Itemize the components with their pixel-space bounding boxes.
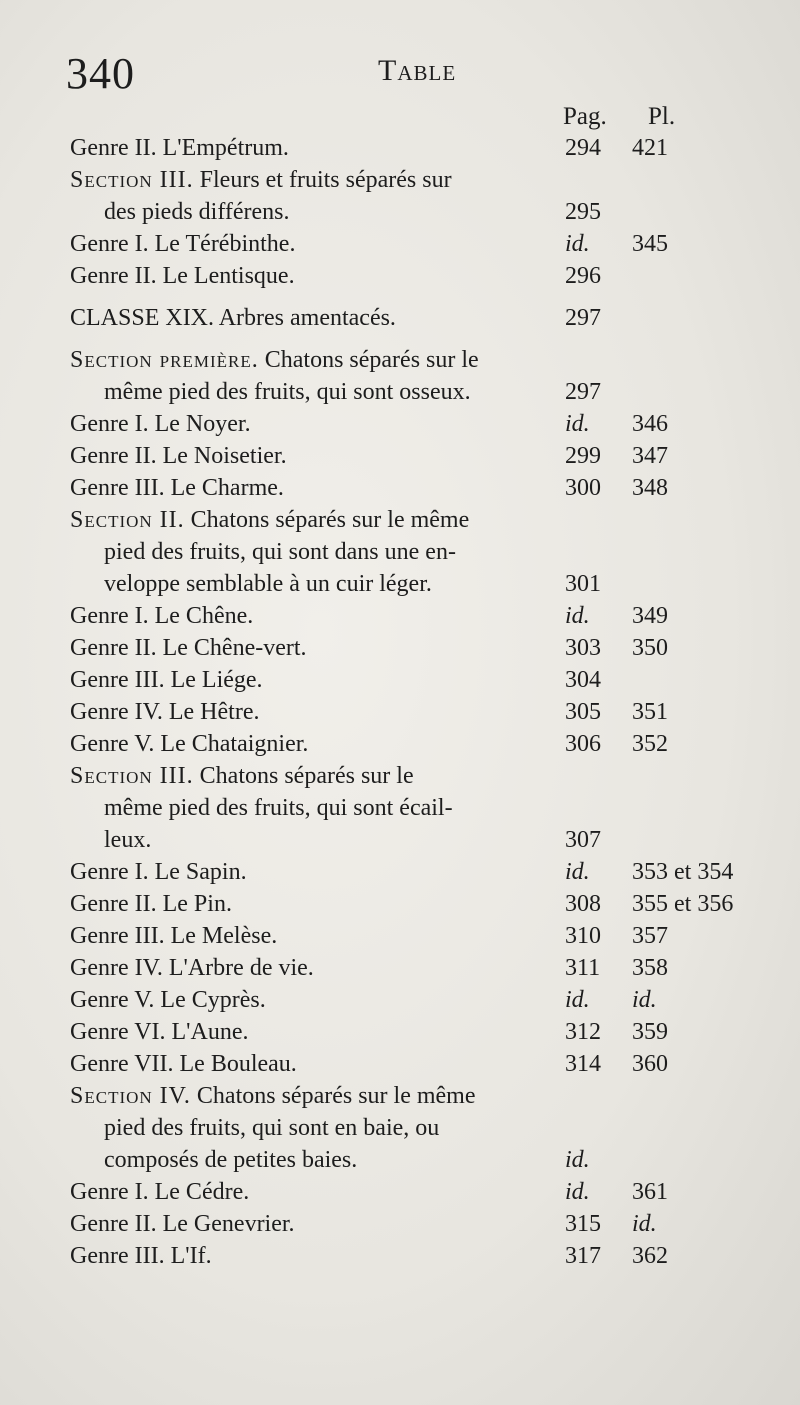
toc-entry-line	[70, 228, 760, 260]
toc-entry	[70, 856, 760, 888]
toc-entry-label: Genre V. Le Cyprès.	[70, 987, 266, 1013]
toc-entry-label	[70, 347, 479, 373]
toc-entry-label: Genre I. Le Sapin.	[70, 859, 247, 885]
toc-entry-line	[70, 164, 760, 196]
toc-entry-label: Genre I. Le Chêne.	[70, 603, 254, 629]
plate-ref: id.	[632, 987, 657, 1013]
page-ref: id.	[565, 1147, 590, 1173]
toc-entry	[70, 344, 760, 408]
plate-ref: 362	[632, 1243, 668, 1269]
toc-entry	[70, 302, 760, 334]
page-ref: id.	[565, 1179, 590, 1205]
toc-entry-line	[70, 600, 760, 632]
toc-entry	[70, 1240, 760, 1272]
plate-ref: id.	[632, 1211, 657, 1237]
toc-entry	[70, 600, 760, 632]
toc-entry-line	[70, 920, 760, 952]
toc-entry-label: Genre II. Le Chêne-vert.	[70, 635, 307, 661]
toc-entry-line	[70, 1080, 760, 1112]
toc-entry-label: Genre IV. L'Arbre de vie.	[70, 955, 314, 981]
plate-ref: 348	[632, 475, 668, 501]
section-heading-text: Chatons séparés sur le même	[184, 507, 470, 533]
toc-entry-label	[70, 763, 414, 789]
toc-entry	[70, 984, 760, 1016]
plate-ref: 357	[632, 923, 668, 949]
toc-entry-label: Genre II. L'Empétrum.	[70, 135, 289, 161]
toc-entry	[70, 632, 760, 664]
toc-entry-continuation	[70, 824, 760, 856]
page-number: 340	[66, 49, 135, 98]
toc-entry-line	[70, 856, 760, 888]
toc-entry-line	[70, 260, 760, 292]
page-ref: id.	[565, 987, 590, 1013]
toc-entry-continuation	[70, 196, 760, 228]
page-ref: 306	[565, 731, 601, 757]
page-ref: 301	[565, 571, 601, 597]
toc-entry	[70, 472, 760, 504]
section-heading-word: Section II.	[70, 507, 185, 533]
plate-ref: 352	[632, 731, 668, 757]
toc-entry-continuation	[70, 568, 760, 600]
page-ref: 312	[565, 1019, 601, 1045]
toc-entry-label: Genre III. Le Melèse.	[70, 923, 278, 949]
table-of-contents	[70, 132, 760, 1272]
page-ref: 304	[565, 667, 601, 693]
section-heading-text: Chatons séparés sur le	[258, 347, 479, 373]
plate-ref: 360	[632, 1051, 668, 1077]
toc-entry	[70, 1208, 760, 1240]
toc-entry-line	[70, 1240, 760, 1272]
toc-entry-line	[70, 504, 760, 536]
toc-entry-line	[70, 408, 760, 440]
toc-entry-label: Genre I. Le Noyer.	[70, 411, 251, 437]
plate-ref: 351	[632, 699, 668, 725]
toc-entry-line	[70, 952, 760, 984]
toc-entry	[70, 888, 760, 920]
toc-entry-line	[70, 888, 760, 920]
toc-entry-label-continued: veloppe semblable à un cuir léger.	[104, 571, 432, 597]
section-heading-word: Section III.	[70, 763, 194, 789]
section-heading-text: Chatons séparés sur le	[193, 763, 414, 789]
toc-entry	[70, 664, 760, 696]
page-ref: 317	[565, 1243, 601, 1269]
toc-entry-line	[70, 760, 760, 792]
plate-ref: 353 et 354	[632, 859, 734, 885]
toc-entry-continuation	[70, 1144, 760, 1176]
section-heading-text: Fleurs et fruits séparés sur	[193, 167, 452, 193]
toc-entry-line	[70, 302, 760, 334]
toc-entry	[70, 504, 760, 600]
plate-ref: 355 et 356	[632, 891, 734, 917]
page-ref: id.	[565, 859, 590, 885]
page-ref: 303	[565, 635, 601, 661]
page-ref: 308	[565, 891, 601, 917]
toc-entry-line	[70, 728, 760, 760]
page-ref: 314	[565, 1051, 601, 1077]
toc-entry	[70, 260, 760, 292]
toc-entry-line	[70, 344, 760, 376]
toc-entry-label: Genre II. Le Noisetier.	[70, 443, 287, 469]
column-header-pl: Pl.	[648, 103, 676, 130]
toc-entry	[70, 696, 760, 728]
toc-entry-line	[70, 472, 760, 504]
toc-entry	[70, 920, 760, 952]
page-ref: 307	[565, 827, 601, 853]
toc-entry-label-continued: pied des fruits, qui sont dans une en-	[104, 539, 456, 565]
toc-entry-continuation	[70, 1112, 760, 1144]
toc-entry	[70, 132, 760, 164]
toc-entry	[70, 1016, 760, 1048]
plate-ref: 358	[632, 955, 668, 981]
page-ref: 297	[565, 305, 601, 331]
toc-entry-label: Genre III. Le Liége.	[70, 667, 263, 693]
toc-entry-label-continued: même pied des fruits, qui sont osseux.	[104, 379, 471, 405]
toc-entry-label	[70, 167, 452, 193]
page-ref: id.	[565, 603, 590, 629]
toc-entry	[70, 1048, 760, 1080]
toc-entry-label: Genre II. Le Lentisque.	[70, 263, 295, 289]
toc-entry-continuation	[70, 376, 760, 408]
plate-ref: 350	[632, 635, 668, 661]
toc-entry-label	[70, 507, 469, 533]
toc-entry-label: Genre VI. L'Aune.	[70, 1019, 249, 1045]
toc-entry	[70, 1080, 760, 1176]
toc-entry-label: Genre I. Le Térébinthe.	[70, 231, 296, 257]
toc-entry	[70, 952, 760, 984]
toc-entry-label: Genre II. Le Pin.	[70, 891, 232, 917]
page-ref: 297	[565, 379, 601, 405]
page-ref: 300	[565, 475, 601, 501]
plate-ref: 347	[632, 443, 668, 469]
toc-entry-label: Genre II. Le Genevrier.	[70, 1211, 295, 1237]
toc-entry-line	[70, 632, 760, 664]
page-ref: 315	[565, 1211, 601, 1237]
toc-entry-label-continued: composés de petites baies.	[104, 1147, 358, 1173]
plate-ref: 359	[632, 1019, 668, 1045]
section-heading-word: Section première.	[70, 347, 259, 373]
page-ref: 310	[565, 923, 601, 949]
page-ref: 311	[565, 955, 601, 981]
toc-entry-label: Genre VII. Le Bouleau.	[70, 1051, 297, 1077]
toc-entry-label-continued: leux.	[104, 827, 152, 853]
toc-entry-line	[70, 440, 760, 472]
plate-ref: 349	[632, 603, 668, 629]
toc-entry-line	[70, 696, 760, 728]
toc-entry-line	[70, 664, 760, 696]
toc-entry-label	[70, 1083, 476, 1109]
section-heading-text: Chatons séparés sur le même	[190, 1083, 476, 1109]
toc-entry-label: CLASSE XIX. Arbres amentacés.	[70, 305, 396, 331]
toc-entry-label: Genre I. Le Cédre.	[70, 1179, 250, 1205]
plate-ref: 421	[632, 135, 668, 161]
toc-entry-label: Genre III. L'If.	[70, 1243, 212, 1269]
toc-entry-label: Genre III. Le Charme.	[70, 475, 284, 501]
toc-entry	[70, 728, 760, 760]
page-ref: id.	[565, 411, 590, 437]
page-ref: 296	[565, 263, 601, 289]
toc-entry	[70, 440, 760, 472]
column-header-pag: Pag.	[563, 103, 607, 130]
plate-ref: 345	[632, 231, 668, 257]
toc-entry-label: Genre IV. Le Hêtre.	[70, 699, 260, 725]
plate-ref: 346	[632, 411, 668, 437]
toc-entry-label-continued: pied des fruits, qui sont en baie, ou	[104, 1115, 440, 1141]
toc-entry-line	[70, 984, 760, 1016]
page-ref: 299	[565, 443, 601, 469]
toc-entry-continuation	[70, 536, 760, 568]
toc-entry-label: Genre V. Le Chataignier.	[70, 731, 309, 757]
toc-entry-continuation	[70, 792, 760, 824]
running-title: Table	[378, 54, 457, 87]
toc-entry-line	[70, 132, 760, 164]
toc-entry-line	[70, 1208, 760, 1240]
toc-entry	[70, 760, 760, 856]
toc-entry	[70, 164, 760, 228]
toc-entry-line	[70, 1048, 760, 1080]
toc-entry-label-continued: des pieds différens.	[104, 199, 290, 225]
toc-entry-line	[70, 1016, 760, 1048]
section-heading-word: Section III.	[70, 167, 194, 193]
page-header	[66, 48, 756, 98]
toc-entry	[70, 228, 760, 260]
page-ref: 305	[565, 699, 601, 725]
toc-entry-line	[70, 1176, 760, 1208]
page-ref: 294	[565, 135, 601, 161]
toc-entry-label-continued: même pied des fruits, qui sont écail-	[104, 795, 453, 821]
section-heading-word: Section IV.	[70, 1083, 191, 1109]
toc-entry	[70, 408, 760, 440]
toc-entry	[70, 1176, 760, 1208]
plate-ref: 361	[632, 1179, 668, 1205]
page-ref: 295	[565, 199, 601, 225]
page-ref: id.	[565, 231, 590, 257]
